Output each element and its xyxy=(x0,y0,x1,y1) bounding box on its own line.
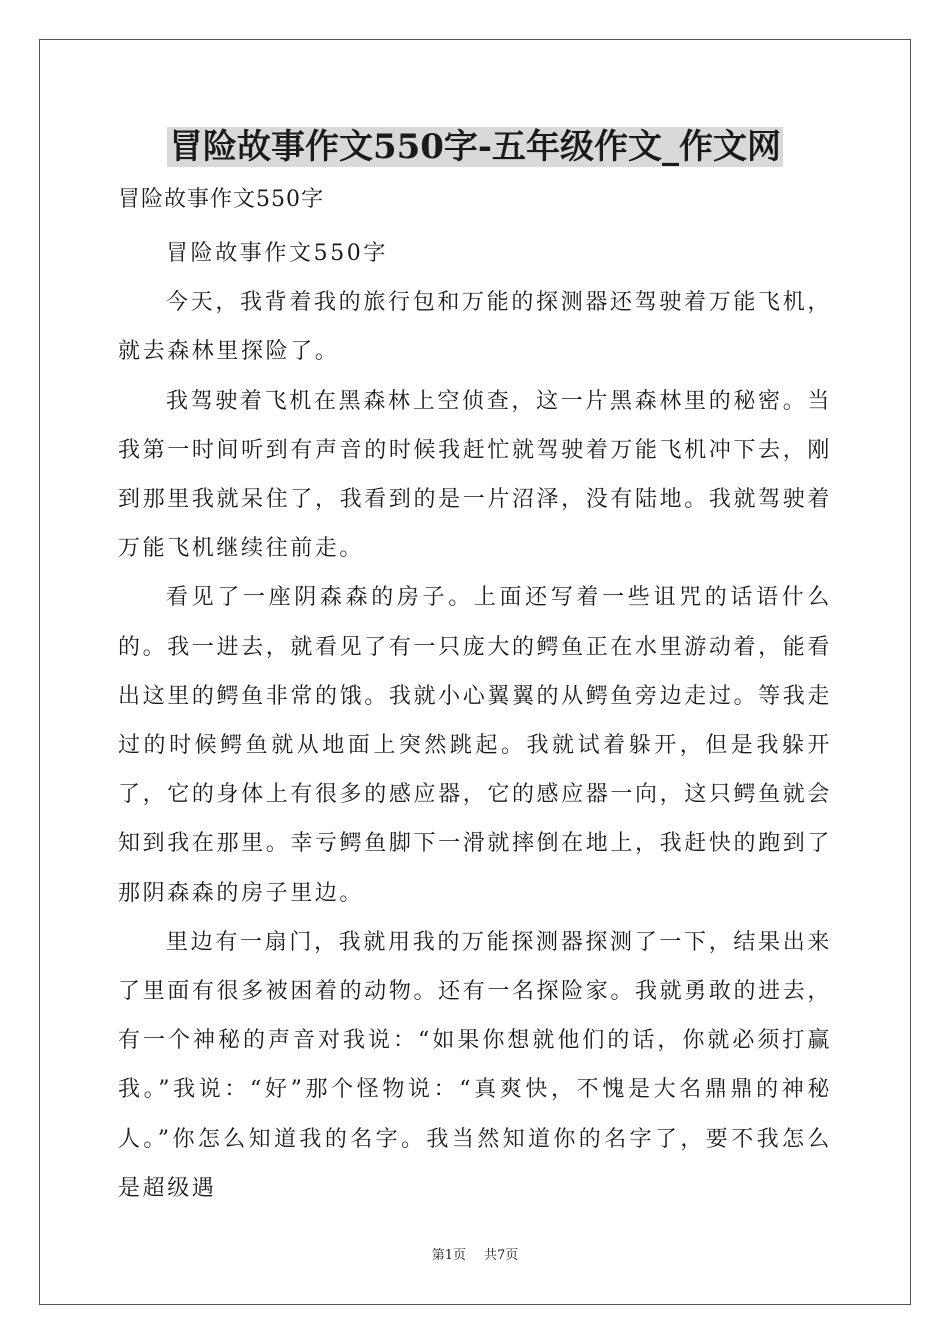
page-footer xyxy=(0,1246,950,1266)
paragraph: 冒险故事作文550字 xyxy=(166,241,388,266)
paragraph: 里边有一扇门，我就用我的万能探测器探测了一下，结果出来了里面有很多被困着的动物。还有一名探险家。我就勇敢的进去，有一个神秘的声音对我说：“如果你想就他们的话，你就必须打赢我。”我说：“好”那个怪物说：“真爽快，不愧是大名鼎鼎的神秘人。”你怎么知道我的名字。我当然知道你的名字了，要不我怎么是超级遇 xyxy=(118,929,832,1201)
page-total: 共7页 xyxy=(484,1248,519,1263)
document-subtitle: 冒险故事作文550字 xyxy=(118,187,324,212)
document-title xyxy=(0,124,950,170)
document-title-text: 冒险故事作文550字-五年级作文_作文网 xyxy=(168,127,782,167)
paragraph: 看见了一座阴森森的房子。上面还写着一些诅咒的话语什么的。我一进去，就看见了有一只庞大的鳄鱼正在水里游动着，能看出这里的鳄鱼非常的饿。我就小心翼翼的从鳄鱼旁边走过。等我走过的时候鳄鱼就从地面上突然跳起。我就试着躲开，但是我躲开了，它的身体上有很多的感应器，它的感应器一向，这只鳄鱼就会知到我在那里。幸亏鳄鱼脚下一滑就摔倒在地上，我赶快的跑到了那阴森森的房子里边。 xyxy=(118,585,832,906)
page-number: 第1页 xyxy=(431,1248,466,1263)
paragraph: 我驾驶着飞机在黑森林上空侦查，这一片黑森林里的秘密。当我第一时间听到有声音的时候我赶忙就驾驶着万能飞机冲下去，刚到那里我就呆住了，我看到的是一片沼泽，没有陆地。我就驾驶着万能飞机继续往前走。 xyxy=(118,388,832,562)
document-body xyxy=(118,229,832,1213)
paragraph: 今天，我背着我的旅行包和万能的探测器还驾驶着万能飞机，就去森林里探险了。 xyxy=(118,290,832,365)
